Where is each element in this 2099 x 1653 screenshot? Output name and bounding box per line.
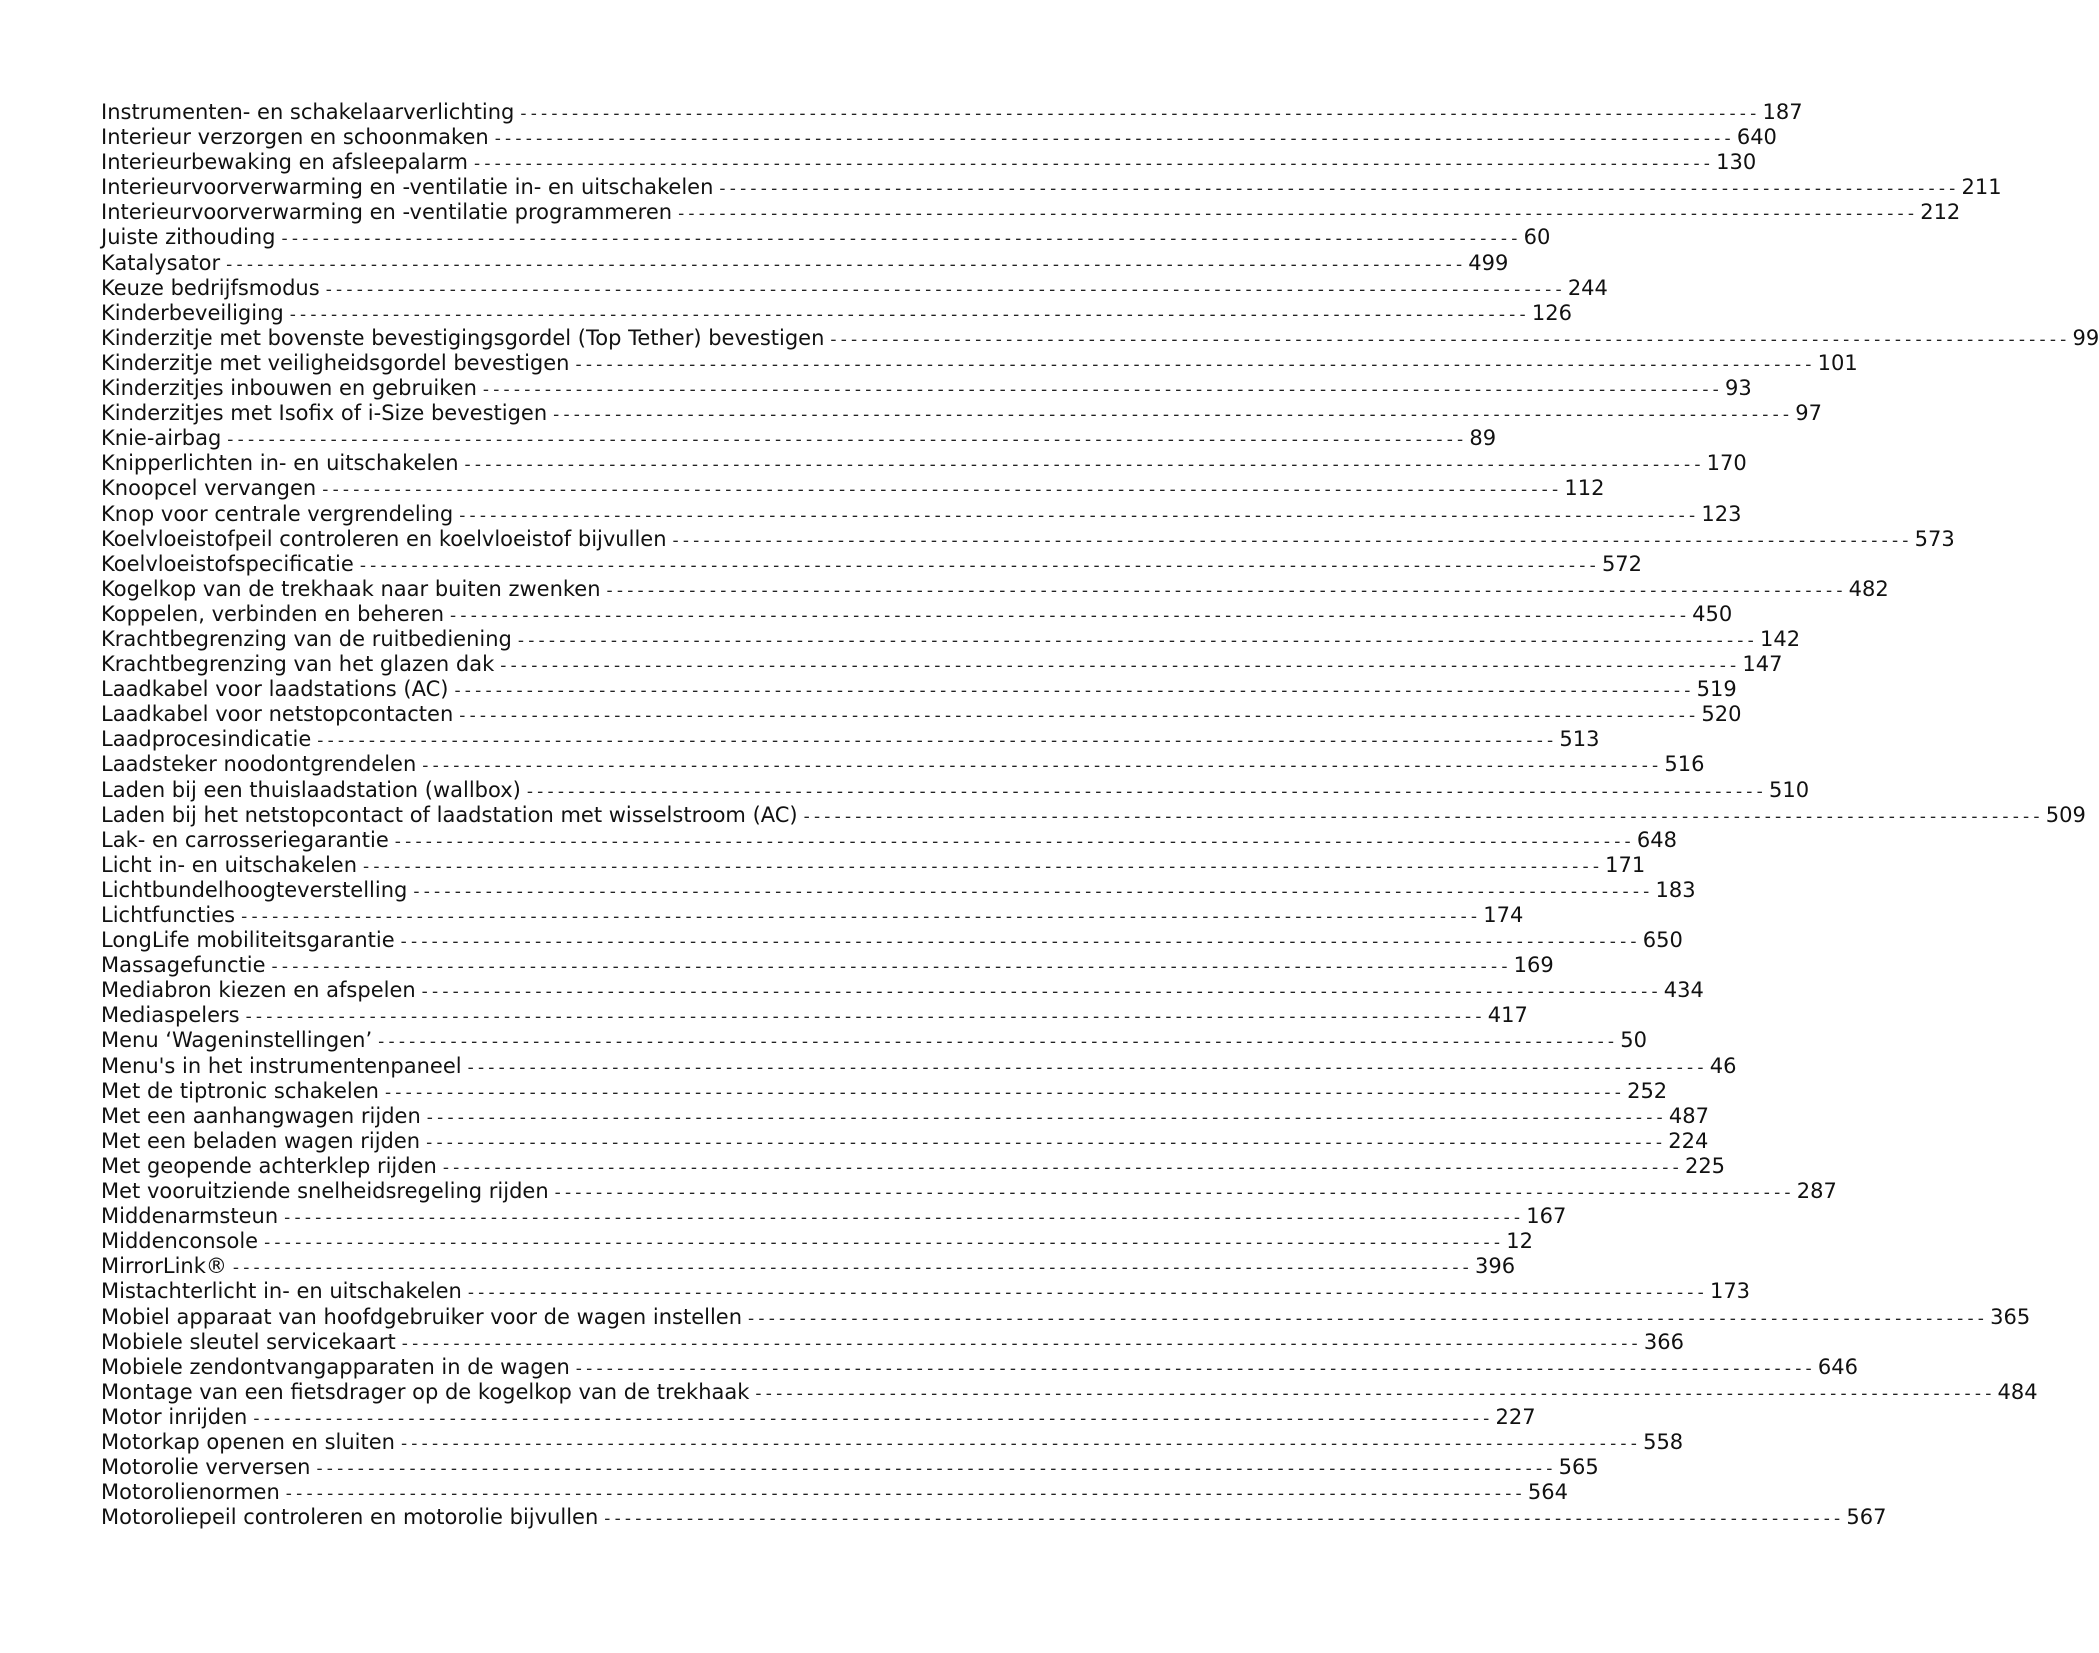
index-entry [101,1204,1567,1229]
entry-title: Lak- en carrosseriegarantie [101,827,389,852]
entry-title: Motor inrijden [101,1404,248,1429]
entry-title: Motorkap openen en sluiten [101,1429,395,1454]
index-entry [101,802,2086,828]
entry-title: Interieurvoorverwarming en -ventilatie programmeren [101,200,673,225]
entry-title: Kinderzitje met veiligheidsgordel bevestigen [101,350,570,375]
index-entry [101,1254,1516,1279]
entry-title: Kinderzitje met bovenste bevestigingsgordel (Top Tether) bevestigen [101,325,825,350]
entry-page-number: 89 [1469,426,1497,451]
entry-title: Keuze bedrijfsmodus [101,275,320,300]
dot-leader: ------------------------------------------------------------------------------------------------------------------------ [426,1132,1667,1153]
index-entry [101,1379,2038,1405]
entry-page-number: 211 [1961,175,2002,200]
entry-page-number: 650 [1642,928,1683,953]
dot-leader: ------------------------------------------------------------------------------------------------------------------------ [526,781,1767,802]
dot-leader: ------------------------------------------------------------------------------------------------------------------------ [359,555,1600,576]
entry-title: Mediaspelers [101,1003,240,1028]
index-entry [101,702,1742,727]
entry-title: Mobiele sleutel servicekaart [101,1329,396,1354]
entry-title: Laadkabel voor laadstations (AC) [101,677,449,702]
dot-leader: ------------------------------------------------------------------------------------------------------------------------ [245,1007,1486,1028]
index-entry [101,1179,1837,1204]
dot-leader: ------------------------------------------------------------------------------------------------------------------------ [264,1233,1505,1254]
dot-leader: ------------------------------------------------------------------------------------------------------------------------ [500,656,1741,677]
dot-leader: ------------------------------------------------------------------------------------------------------------------------ [803,806,2044,827]
entry-title: Laden bij het netstopcontact of laadstation met wisselstroom (AC) [101,802,798,827]
index-entry [101,827,1677,853]
index-entry [101,1304,2031,1330]
dot-leader: ------------------------------------------------------------------------------------------------------------------------ [517,630,1758,651]
entry-page-number: 646 [1817,1354,1858,1379]
dot-leader: ------------------------------------------------------------------------------------------------------------------------ [316,1459,1557,1480]
entry-title: Laden bij een thuislaadstation (wallbox) [101,777,521,802]
entry-title: Laadprocesindicatie [101,727,312,752]
entry-page-number: 169 [1513,953,1554,978]
dot-leader: ------------------------------------------------------------------------------------------------------------------------ [830,329,2071,350]
entry-page-number: 450 [1692,601,1733,626]
index-entry [101,150,1757,175]
index-entry [101,1404,1536,1430]
entry-title: Interieurbewaking en afsleepalarm [101,150,468,175]
dot-leader: ------------------------------------------------------------------------------------------------------------------------ [325,279,1566,300]
entry-page-number: 509 [2045,802,2086,827]
dot-leader: ------------------------------------------------------------------------------------------------------------------------ [413,881,1654,902]
entry-title: Lichtfuncties [101,903,236,927]
dot-leader: ------------------------------------------------------------------------------------------------------------------------ [748,1308,1989,1329]
entry-title: Mobiele zendontvangapparaten in de wagen [101,1354,570,1379]
index-entry [101,752,1705,777]
dot-leader: ------------------------------------------------------------------------------------------------------------------------ [281,229,1522,250]
entry-title: Kinderbeveiliging [101,300,284,325]
dot-leader: ------------------------------------------------------------------------------------------------------------------------ [575,1358,1816,1379]
entry-page-number: 171 [1605,852,1646,877]
index-entry [101,928,1683,953]
dot-leader: ------------------------------------------------------------------------------------------------------------------------ [253,1408,1494,1429]
entry-title: Middenarmsteun [101,1204,279,1229]
dot-leader: ------------------------------------------------------------------------------------------------------------------------ [378,1032,1619,1053]
entry-page-number: 99 [2072,325,2099,350]
index-entry [101,1003,1528,1028]
index-entry [101,1480,1568,1505]
index-entry [101,953,1554,978]
entry-title: Knie-airbag [101,426,222,451]
index-entry [101,200,1961,225]
entry-page-number: 147 [1742,652,1783,677]
dot-leader: ------------------------------------------------------------------------------------------------------------------------ [719,179,1960,200]
dot-leader: ------------------------------------------------------------------------------------------------------------------------ [289,304,1530,325]
entry-page-number: 93 [1725,376,1752,401]
entry-page-number: 187 [1762,100,1803,124]
entry-page-number: 225 [1684,1153,1726,1178]
dot-leader: ------------------------------------------------------------------------------------------------------------------------ [401,1333,1642,1354]
entry-page-number: 487 [1668,1103,1709,1128]
dot-leader: ------------------------------------------------------------------------------------------------------------------------ [317,731,1558,752]
entry-title: Met geopende achterklep rijden [101,1153,437,1178]
entry-title: Krachtbegrenzing van de ruitbediening [101,626,512,651]
index-entry [101,1078,1668,1104]
index-entry [101,1028,1648,1053]
index-entry [101,1429,1684,1455]
entry-page-number: 516 [1664,752,1705,777]
index-entry [101,175,2002,200]
entry-title: Juiste zithouding [101,225,276,250]
index-entry [101,652,1783,677]
entry-title: Interieur verzorgen en schoonmaken [101,125,489,150]
index-entry [101,451,1747,476]
dot-leader: ------------------------------------------------------------------------------------------------------------------------ [400,932,1641,953]
entry-title: Met een beladen wagen rijden [101,1128,421,1153]
entry-title: Lichtbundelhoogteverstelling [101,877,408,902]
entry-page-number: 224 [1668,1128,1709,1153]
index-entry [101,852,1646,878]
entry-title: Laadsteker noodontgrendelen [101,752,417,777]
dot-leader: ------------------------------------------------------------------------------------------------------------------------ [494,129,1735,150]
entry-page-number: 174 [1483,903,1524,927]
dot-leader: ------------------------------------------------------------------------------------------------------------------------ [426,1107,1667,1128]
entry-page-number: 519 [1696,677,1737,702]
entry-page-number: 499 [1468,250,1509,275]
index-entry [101,576,1889,602]
entry-title: Knop voor centrale vergrendeling [101,501,454,526]
index-entry [101,376,1752,401]
dot-leader: ------------------------------------------------------------------------------------------------------------------------ [575,354,1816,375]
entry-page-number: 112 [1564,476,1605,501]
index-entry [101,476,1605,501]
index-entry [101,1329,1684,1355]
index-list [101,100,2099,1530]
dot-leader: ------------------------------------------------------------------------------------------------------------------------ [226,254,1467,275]
index-entry [101,275,1608,301]
dot-leader: ------------------------------------------------------------------------------------------------------------------------ [482,380,1724,401]
dot-leader: ------------------------------------------------------------------------------------------------------------------------ [459,706,1700,727]
entry-page-number: 484 [1997,1379,2038,1404]
entry-page-number: 123 [1701,501,1742,526]
dot-leader: ------------------------------------------------------------------------------------------------------------------------ [454,681,1695,702]
entry-title: Koelvloeistofspecificatie [101,551,354,576]
entry-page-number: 142 [1759,626,1801,651]
entry-page-number: 520 [1701,702,1742,727]
entry-title: Met de tiptronic schakelen [101,1078,379,1103]
entry-page-number: 567 [1846,1505,1887,1530]
entry-title: Kinderzitjes inbouwen en gebruiken [101,376,477,401]
dot-leader: ------------------------------------------------------------------------------------------------------------------------ [672,530,1913,551]
entry-page-number: 287 [1796,1179,1837,1204]
entry-page-number: 513 [1559,727,1600,752]
entry-title: Instrumenten- en schakelaarverlichting [101,100,515,124]
entry-title: Knipperlichten in- en uitschakelen [101,451,459,476]
entry-title: Mobiel apparaat van hoofdgebruiker voor de wagen instellen [101,1304,743,1329]
dot-leader: ------------------------------------------------------------------------------------------------------------------------ [467,1283,1708,1304]
index-entry [101,903,1524,928]
entry-title: Kogelkop van de trekhaak naar buiten zwenken [101,576,601,601]
entry-page-number: 564 [1527,1480,1568,1505]
entry-page-number: 417 [1487,1003,1528,1028]
entry-title: Katalysator [101,250,221,275]
index-entry [101,1279,1751,1304]
dot-leader: ------------------------------------------------------------------------------------------------------------------------ [474,154,1715,175]
dot-leader: ------------------------------------------------------------------------------------------------------------------------ [554,1183,1795,1204]
dot-leader: ------------------------------------------------------------------------------------------------------------------------ [459,505,1700,526]
dot-leader: ------------------------------------------------------------------------------------------------------------------------ [553,405,1794,426]
index-entry [101,300,1572,326]
entry-page-number: 365 [1990,1304,2031,1329]
dot-leader: ------------------------------------------------------------------------------------------------------------------------ [227,430,1468,451]
index-entry [101,978,1704,1003]
entry-page-number: 173 [1709,1279,1751,1304]
entry-title: Massagefunctie [101,953,266,978]
entry-page-number: 640 [1736,125,1777,150]
index-entry [101,727,1600,752]
entry-title: Motorolie verversen [101,1455,311,1480]
entry-title: Met vooruitziende snelheidsregeling rijden [101,1179,549,1204]
entry-page-number: 366 [1643,1329,1684,1354]
index-entry [101,777,1810,803]
entry-page-number: 482 [1848,576,1889,601]
dot-leader: ------------------------------------------------------------------------------------------------------------------------ [322,480,1563,501]
index-entry [101,1153,1726,1179]
dot-leader: ------------------------------------------------------------------------------------------------------------------------ [232,1258,1474,1279]
dot-leader: ------------------------------------------------------------------------------------------------------------------------ [241,907,1482,927]
entry-page-number: 252 [1627,1078,1668,1103]
dot-leader: ------------------------------------------------------------------------------------------------------------------------ [271,957,1512,978]
entry-title: Laadkabel voor netstopcontacten [101,702,454,727]
dot-leader: ------------------------------------------------------------------------------------------------------------------------ [421,982,1662,1003]
index-entry [101,626,1801,652]
entry-title: Kinderzitjes met Isofix of i-Size bevestigen [101,401,548,426]
index-entry [101,350,1858,376]
index-entry [101,1229,1533,1254]
index-entry [101,250,1509,276]
entry-page-number: 558 [1643,1429,1684,1454]
dot-leader: ------------------------------------------------------------------------------------------------------------------------ [467,1057,1708,1078]
index-entry [101,1053,1737,1079]
index-entry [101,325,2099,351]
dot-leader: ------------------------------------------------------------------------------------------------------------------------ [442,1157,1683,1178]
entry-title: Motoroliepeil controleren en motorolie bijvullen [101,1505,599,1530]
entry-page-number: 126 [1531,300,1572,325]
index-entry [101,100,1803,125]
index-entry [101,1505,1887,1530]
entry-title: Koelvloeistofpeil controleren en koelvloeistof bijvullen [101,526,667,551]
entry-page-number: 244 [1567,275,1608,300]
entry-page-number: 183 [1655,877,1696,902]
entry-page-number: 565 [1558,1455,1599,1480]
entry-title: Knoopcel vervangen [101,476,317,501]
entry-title: Montage van een fietsdrager op de kogelkop van de trekhaak [101,1379,750,1404]
entry-page-number: 170 [1706,451,1747,476]
index-entry [101,1455,1599,1480]
index-entry [101,526,1955,552]
entry-title: Menu's in het instrumentenpaneel [101,1053,462,1078]
entry-page-number: 396 [1475,1254,1516,1279]
entry-page-number: 227 [1495,1404,1536,1429]
entry-page-number: 572 [1601,551,1643,576]
dot-leader: ------------------------------------------------------------------------------------------------------------------------ [604,1509,1845,1530]
dot-leader: ------------------------------------------------------------------------------------------------------------------------ [464,455,1705,476]
entry-title: Licht in- en uitschakelen [101,852,358,877]
dot-leader: ------------------------------------------------------------------------------------------------------------------------ [422,756,1663,777]
index-entry [101,125,1777,150]
dot-leader: ------------------------------------------------------------------------------------------------------------------------ [520,104,1761,124]
entry-page-number: 130 [1716,150,1757,175]
entry-page-number: 510 [1768,777,1810,802]
index-entry [101,677,1737,702]
entry-title: Motorolienormen [101,1480,280,1505]
entry-page-number: 12 [1506,1229,1533,1254]
index-entry [101,1354,1858,1380]
entry-title: Koppelen, verbinden en beheren [101,601,445,626]
dot-leader: ------------------------------------------------------------------------------------------------------------------------ [394,831,1635,852]
entry-page-number: 434 [1663,978,1704,1003]
dot-leader: ------------------------------------------------------------------------------------------------------------------------ [400,1433,1642,1454]
entry-title: Krachtbegrenzing van het glazen dak [101,652,495,677]
entry-page-number: 212 [1920,200,1961,225]
index-entry [101,551,1643,577]
entry-page-number: 46 [1709,1053,1737,1078]
entry-page-number: 50 [1620,1028,1648,1053]
index-entry [101,225,1551,250]
dot-leader: ------------------------------------------------------------------------------------------------------------------------ [284,1208,1525,1229]
dot-leader: ------------------------------------------------------------------------------------------------------------------------ [384,1082,1626,1103]
entry-title: Menu ‘Wageninstellingen’ [101,1028,373,1053]
dot-leader: ------------------------------------------------------------------------------------------------------------------------ [678,204,1919,225]
entry-page-number: 101 [1817,350,1858,375]
dot-leader: ------------------------------------------------------------------------------------------------------------------------ [606,580,1847,601]
entry-page-number: 60 [1523,225,1551,250]
entry-page-number: 573 [1914,526,1955,551]
dot-leader: ------------------------------------------------------------------------------------------------------------------------ [285,1484,1526,1505]
index-entry [101,426,1497,451]
index-entry [101,877,1696,903]
entry-title: Mediabron kiezen en afspelen [101,978,416,1003]
entry-title: LongLife mobiliteitsgarantie [101,928,395,953]
index-entry [101,601,1733,627]
entry-title: Mistachterlicht in- en uitschakelen [101,1279,462,1304]
entry-title: Met een aanhangwagen rijden [101,1103,421,1128]
index-entry [101,1128,1709,1154]
entry-page-number: 97 [1795,401,1822,426]
entry-title: MirrorLink® [101,1254,227,1279]
index-entry [101,401,1822,426]
dot-leader: ------------------------------------------------------------------------------------------------------------------------ [363,856,1604,877]
index-entry [101,1103,1709,1129]
dot-leader: ------------------------------------------------------------------------------------------------------------------------ [450,605,1691,626]
dot-leader: ------------------------------------------------------------------------------------------------------------------------ [755,1383,1996,1404]
index-entry [101,501,1742,527]
entry-title: Middenconsole [101,1229,259,1254]
entry-page-number: 167 [1526,1204,1567,1229]
entry-title: Interieurvoorverwarming en -ventilatie in- en uitschakelen [101,175,714,200]
entry-page-number: 648 [1636,827,1677,852]
